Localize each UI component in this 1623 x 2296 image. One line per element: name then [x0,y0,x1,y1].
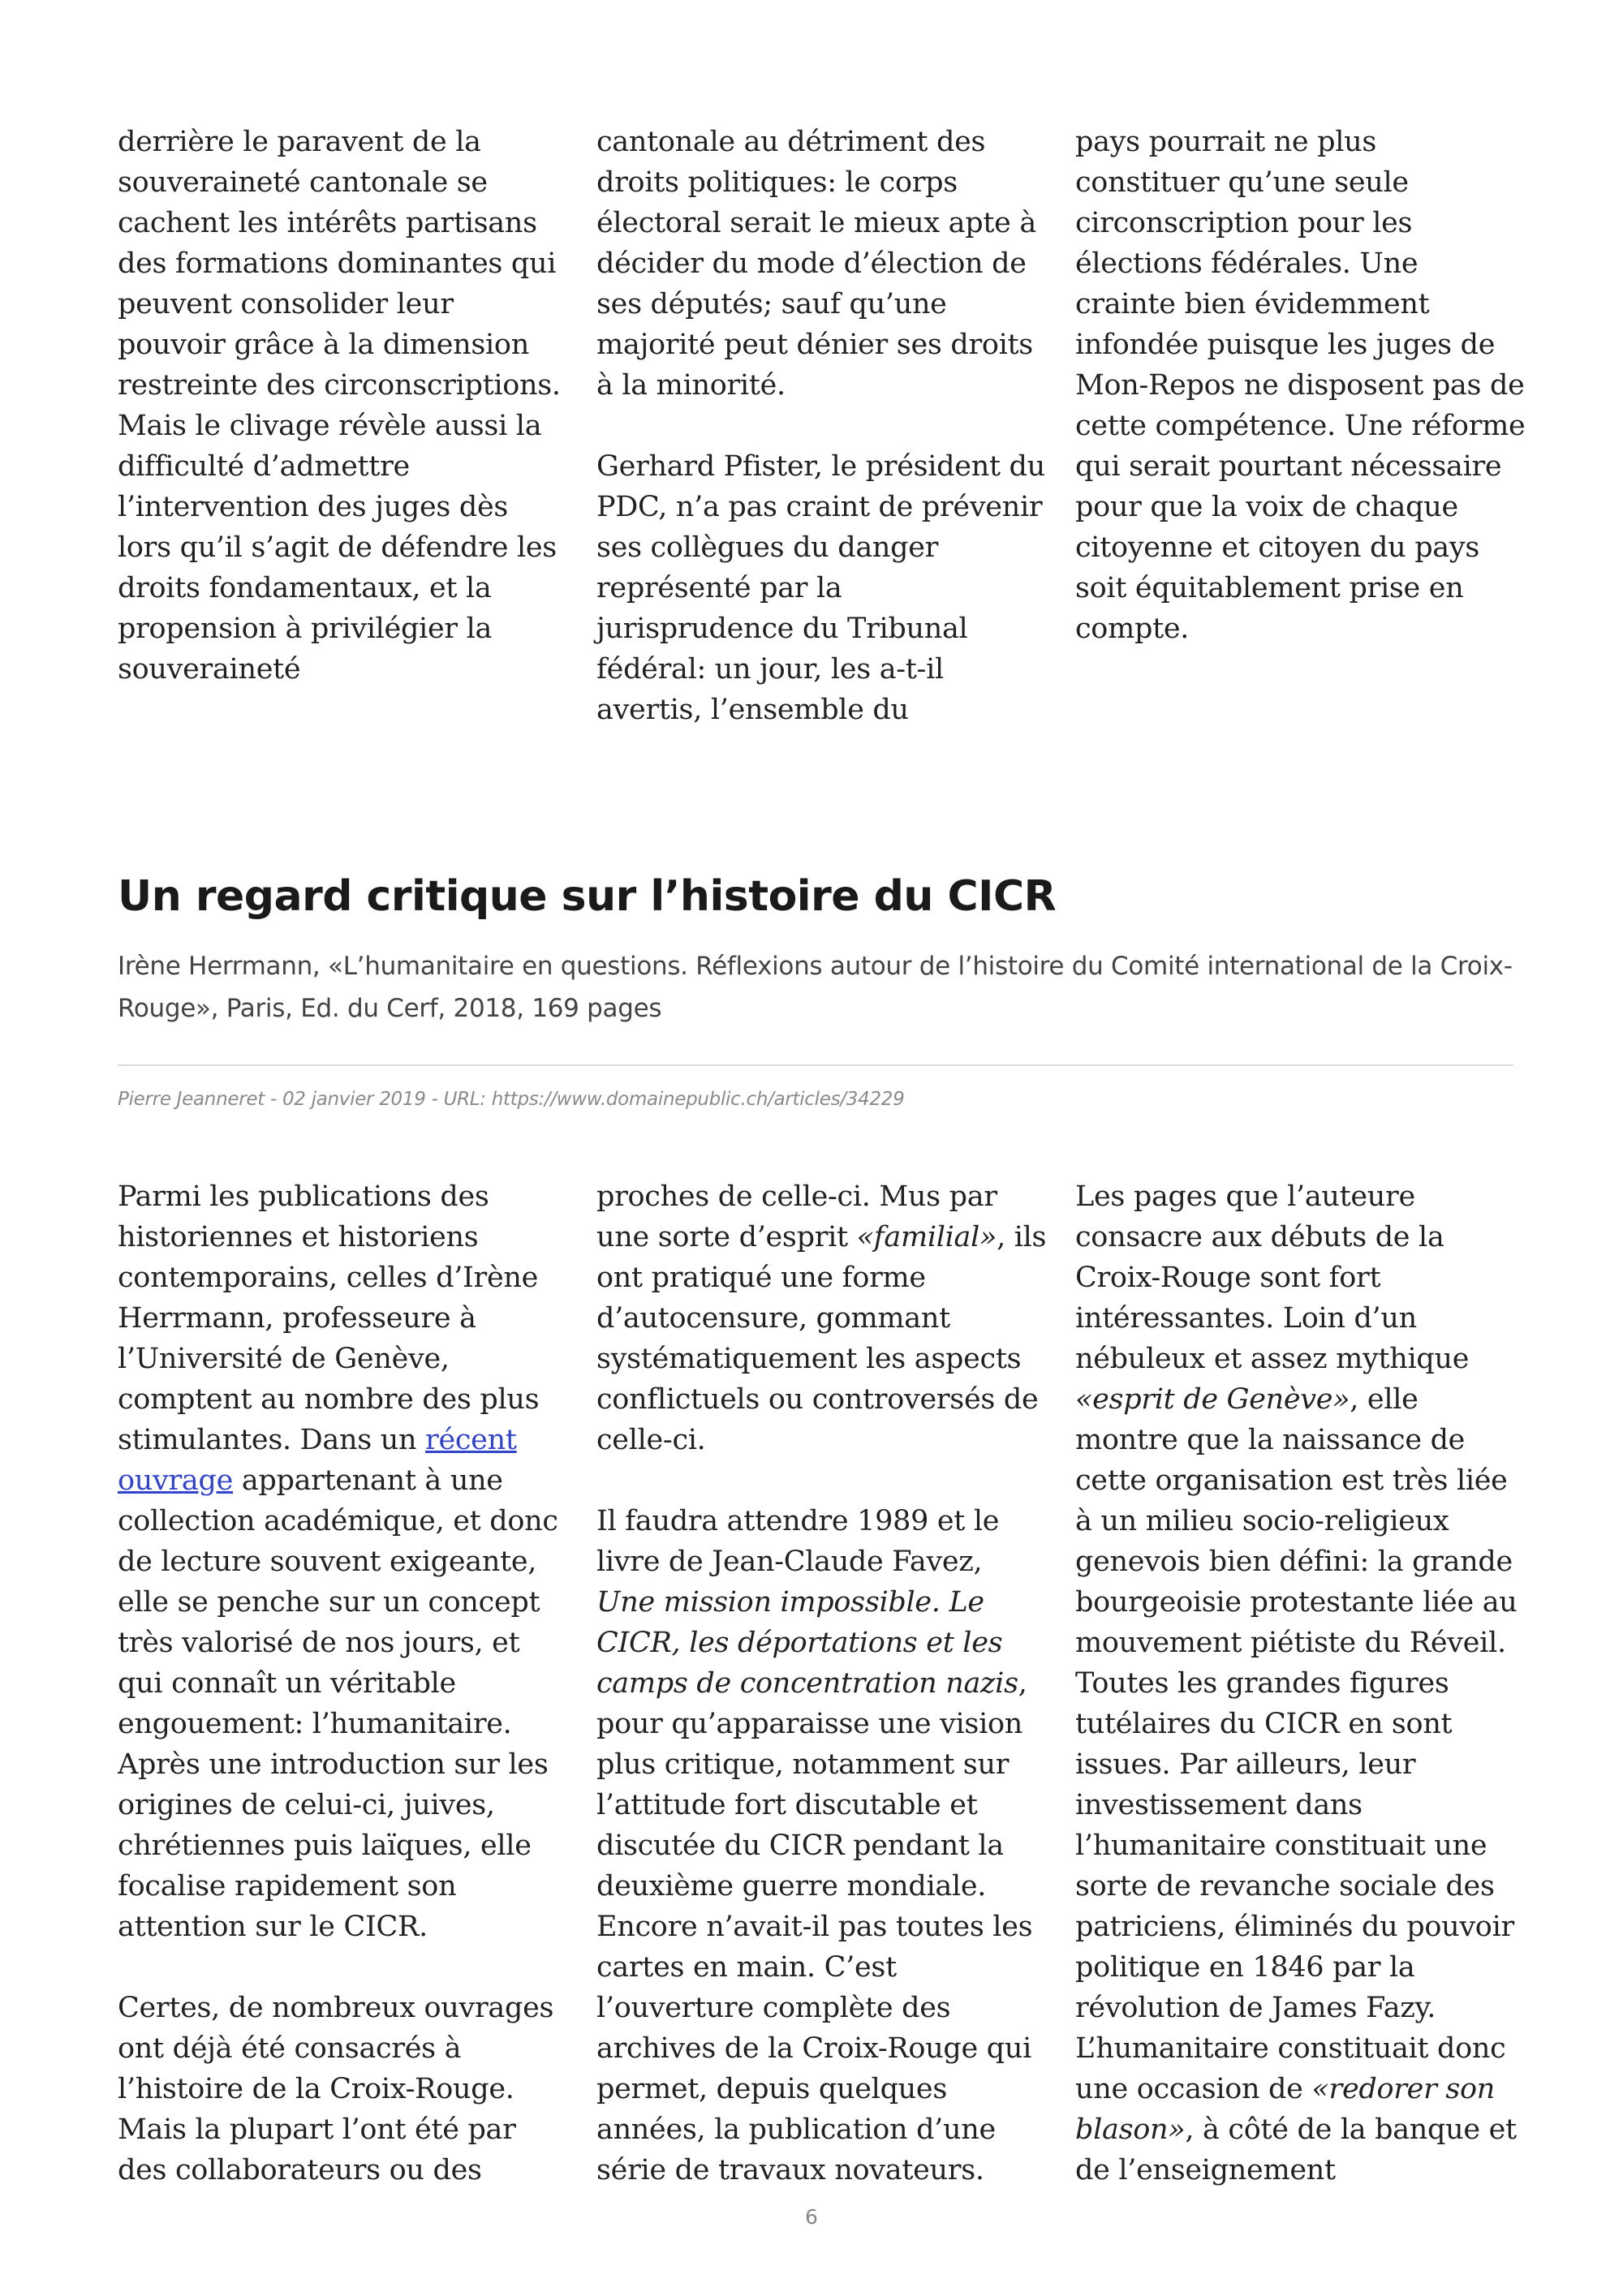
italic-text: «familial» [856,1221,997,1253]
paragraph: cantonale au détriment des droits politiques: le corps électoral serait le mieux apte à décider du mode d’élection de ses députés; sauf qu’une majorité peut dénier ses droits à la minorité. [596,126,1036,402]
article-meta: Pierre Jeanneret - 02 janvier 2019 - URL: https://www.domainepublic.ch/articles/34229 [118,1089,905,1110]
paragraph: derrière le paravent de la souveraineté cantonale se cachent les intérêts partisans des formations dominantes qui peuvent consolider leur pouvoir grâce à la dimension restreinte des circonscriptions. Mais le clivage révèle aussi la difficulté d’admettre l’intervention des juges dès lors qu’il s’agit de défendre les droits fondamentaux, et la propension à privilégier la souveraineté [118,126,561,686]
column-1 [118,122,568,730]
article-title: Un regard critique sur l’histoire du CICR [118,872,1057,921]
italic-text: «esprit de Genève» [1075,1383,1350,1416]
paragraph: proches de celle-ci. Mus par une sorte d’esprit «familial», ils ont pratiqué une forme d’autocensure, gommant systématiquement les aspects conflictuels ou controversés de celle-ci. [596,1180,1047,1456]
column-2 [596,122,1047,730]
column-1 [118,1176,568,2191]
italic-text: «redorer son blason» [1075,2073,1496,2146]
article-subtitle: Irène Herrmann, «L’humanitaire en questions. Réflexions autour de l’histoire du Comité international de la Croix-Rouge», Paris, Ed. du Cerf, 2018, 169 pages [118,952,1513,1023]
paragraph: Il faudra attendre 1989 et le livre de Jean-Claude Favez, Une mission impossible. Le CICR, les déportations et les camps de concentration nazis, pour qu’apparaisse une vision plus critique, notamment sur l’attitude fort discutable et discutée du CICR pendant la deuxième guerre mondiale. Encore n’avait-il pas toutes les cartes en main. C’est l’ouverture complète des archives de la Croix-Rouge qui permet, depuis quelques années, la publication d’une série de travaux novateurs. [596,1505,1033,2186]
paragraph: Parmi les publications des historiennes et historiens contemporains, celles d’Irène Herrmann, professeure à l’Université de Genève, comptent au nombre des plus stimulantes. Dans un récent ouvrage appartenant à une collection académique, et donc de lecture souvent exigeante, elle se penche sur un concept très valorisé de nos jours, et qui connaît un véritable engouement: l’humanitaire. Après une introduction sur les origines de celui-ci, juives, chrétiennes puis laïques, elle focalise rapidement son attention sur le CICR. [118,1180,558,1943]
column-2 [596,1176,1047,2191]
paragraph: Gerhard Pfister, le président du PDC, n’a pas craint de prévenir ses collègues du danger représenté par la jurisprudence du Tribunal fédéral: un jour, les a-t-il avertis, l’ensemble du [596,450,1045,726]
column-3 [1075,122,1526,730]
article-body-columns [118,1176,1518,2191]
paragraph: Certes, de nombreux ouvrages ont déjà été consacrés à l’histoire de la Croix-Rouge. Mais la plupart l’ont été par des collaborateurs ou des [118,1992,554,2186]
page-number: 6 [805,2205,818,2229]
book-link[interactable]: récent ouvrage [118,1424,517,1497]
italic-text: Une mission impossible. Le CICR, les déportations et les camps de concentration nazis [596,1586,1018,1700]
paragraph: pays pourrait ne plus constituer qu’une seule circonscription pour les élections fédérales. Une crainte bien évidemment infondée puisque les juges de Mon-Repos ne disposent pas de cette compétence. Une réforme qui serait pourtant nécessaire pour que la voix de chaque citoyenne et citoyen du pays soit équitablement prise en compte. [1075,126,1526,645]
divider [118,1064,1513,1066]
paragraph: Les pages que l’auteure consacre aux débuts de la Croix-Rouge sont fort intéressantes. Loin d’un nébuleux et assez mythique «esprit de Genève», elle montre que la naissance de cette organisation est très liée à un milieu socio-religieux genevois bien défini: la grande bourgeoisie protestante liée au mouvement piétiste du Réveil. Toutes les grandes figures tutélaires du CICR en sont issues. Par ailleurs, leur investissement dans l’humanitaire constituait une sorte de revanche sociale des patriciens, éliminés du pouvoir politique en 1846 par la révolution de James Fazy. L’humanitaire constituait donc une occasion de «redorer son blason», à côté de la banque et de l’enseignement [1075,1180,1518,2186]
column-3 [1075,1176,1526,2191]
continued-article-columns [118,122,1526,730]
